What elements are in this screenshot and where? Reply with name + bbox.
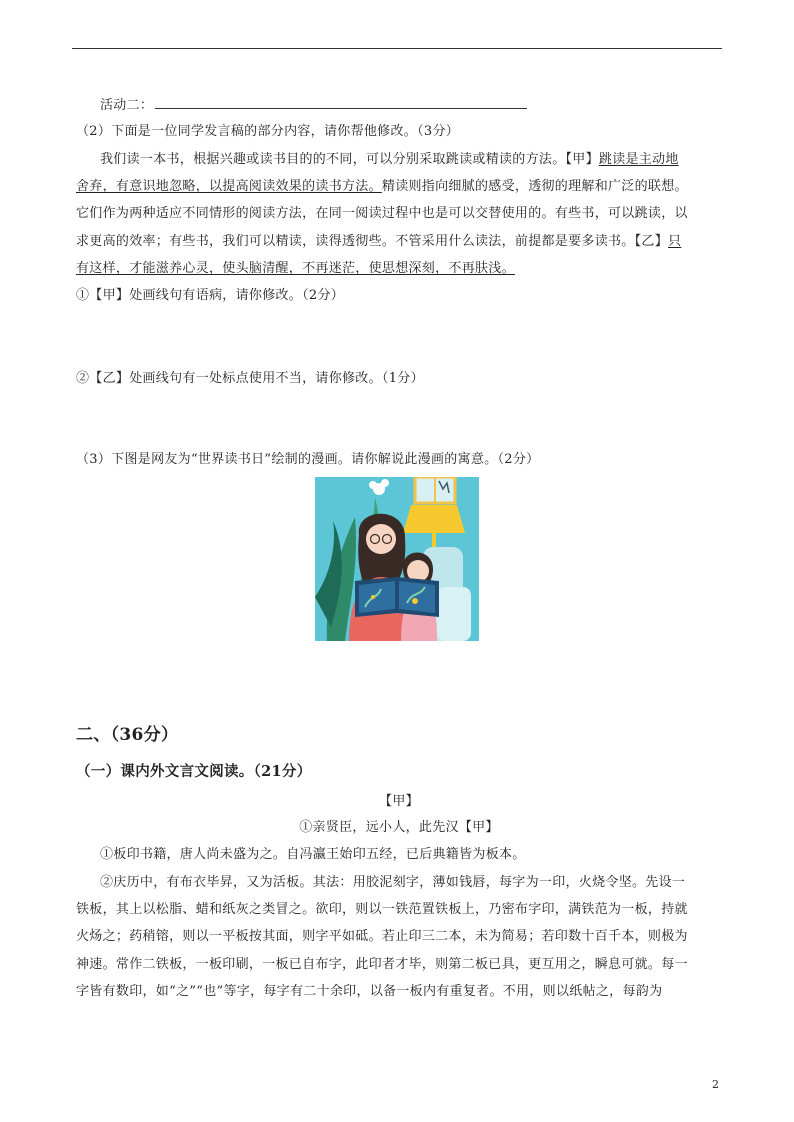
classical-line-1: ①板印书籍，唐人尚未盛为之。自冯瀛王始印五经，已后典籍皆为板本。 (100, 847, 526, 862)
text-jia-title: ①亲贤臣，远小人，此先汉【甲】 (299, 820, 499, 835)
yi-underlined-part1: 只 (668, 234, 682, 249)
page-number: 2 (712, 1078, 719, 1091)
q3-heading: （3）下图是网友为“世界读书日”绘制的漫画。请你解说此漫画的寓意。（2分） (76, 452, 540, 467)
classical-line-5: 神速。常作二铁板，一板印刷，一板已自布字，此印者才毕，则第二板已具，更互用之，瞬息可就。每一 (76, 957, 688, 972)
activity2-answer-blank[interactable] (155, 96, 527, 109)
activity2-line (100, 96, 722, 115)
header-rule (72, 48, 722, 49)
passage-line-5 (76, 260, 722, 278)
activity2-label: 活动二： (100, 98, 154, 113)
text-jia-label: 【甲】 (379, 794, 419, 809)
yi-underlined-part2: 有这样，才能滋养心灵，使头脑清醒，不再迷茫，使思想深刻，不再肤浅。 (76, 261, 515, 276)
passage-line-3: 它们作为两种适应不同情形的阅读方法，在同一阅读过程中也是可以交替使用的。有些书，可以跳读，以 (76, 206, 688, 221)
classical-line-6: 字皆有数印，如“之”“也”等字，每字有二十余印，以备一板内有重复者。不用，则以纸帖之，每韵为 (76, 984, 663, 999)
jia-underlined-part1: 跳读是主动地 (598, 152, 679, 167)
q2-heading: （2）下面是一位同学发言稿的部分内容，请你帮他修改。（3分） (76, 124, 460, 139)
section-2-title: 二、（36分） (76, 725, 179, 745)
classical-line-4: 火炀之；药稍镕，则以一平板按其面，则字平如砥。若止印三二本，未为简易；若印数十百千本，则极为 (76, 929, 688, 944)
sub-question-2: ②【乙】处画线句有一处标点使用不当，请你修改。（1分） (76, 371, 424, 386)
passage-line-2: 舍弃，有意识地忽略，以提高阅读效果的读书方法。精读则指向细腻的感受，透彻的理解和广泛的联想。 (76, 179, 688, 194)
jia-underlined-part2: 舍弃，有意识地忽略，以提高阅读效果的读书方法。 (76, 179, 382, 194)
section-2-subtitle: （一）课内外文言文阅读。（21分） (76, 763, 312, 780)
sub-question-1: ①【甲】处画线句有语病，请你修改。（2分） (76, 288, 345, 303)
passage-line-4: 求更高的效率；有些书，我们可以精读，读得透彻些。不管采用什么读法，前提都是要多读书。【乙】只 (76, 234, 682, 249)
reading-comic-illustration (315, 477, 479, 641)
mother-daughter-reading-icon (315, 477, 479, 641)
classical-line-2: ②庆历中，有布衣毕昇，又为活板。其法：用胶泥刻字，薄如钱唇，每字为一印，火烧令坚。先设一 (100, 875, 686, 890)
classical-line-3: 铁板，其上以松脂、蜡和纸灰之类冒之。欲印，则以一铁范置铁板上，乃密布字印，满铁范为一板，持就 (76, 902, 688, 917)
passage-line-1: 我们读一本书，根据兴趣或读书目的的不同，可以分别采取跳读或精读的方法。【甲】跳读是主动地 (100, 152, 679, 167)
